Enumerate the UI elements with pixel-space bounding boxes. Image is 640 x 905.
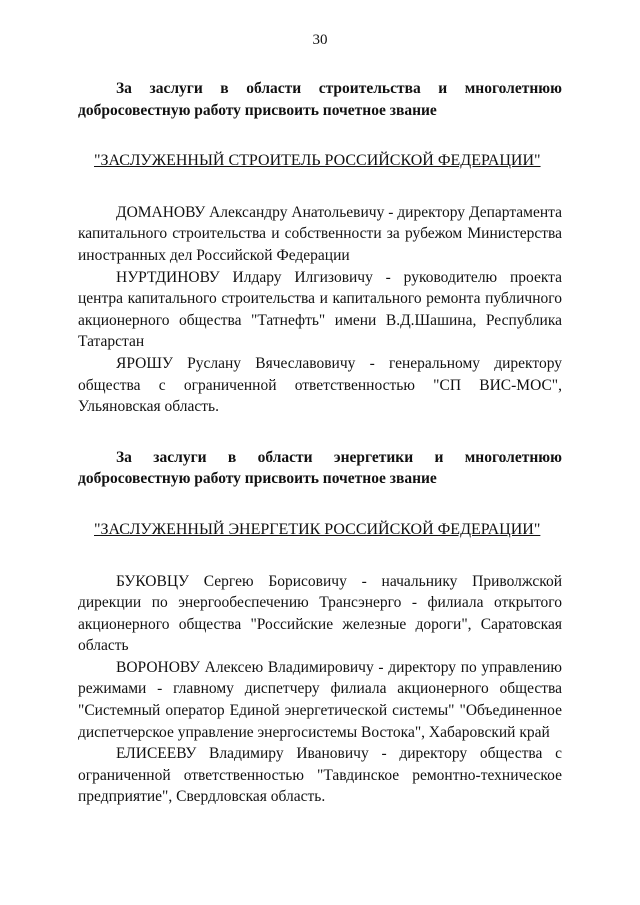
awardee-entry: ЯРОШУ Руслану Вячеславовичу - генеральному директору общества с ограниченной ответственностью "СП ВИС-МОС", Ульяновская область. <box>78 354 562 416</box>
awardee-list <box>78 571 562 809</box>
awardee-entry: ВОРОНОВУ Алексею Владимировичу - директору по управлению режимами - главному диспетчеру филиала акционерного общества "Системный оператор Единой энергетической системы" "Объединенное диспетчерское управление энергосистемы Востока", Хабаровский край <box>78 658 562 741</box>
award-title: "ЗАСЛУЖЕННЫЙ ЭНЕРГЕТИК РОССИЙСКОЙ ФЕДЕРАЦИИ" <box>94 520 541 538</box>
awardee-entry: ЕЛИСЕЕВУ Владимиру Ивановичу - директору общества с ограниченной ответственностью "Тавдинское ремонтно-техническое предприятие", Свердловская область. <box>78 745 562 806</box>
page-number: 30 <box>312 32 328 48</box>
section-intro: За заслуги в области строительства и многолетнюю добросовестную работу присвоить почетное звание <box>78 80 562 119</box>
construction-award-section <box>78 78 562 418</box>
section-intro: За заслуги в области энергетики и многолетнюю добросовестную работу присвоить почетное звание <box>78 448 562 488</box>
awardee-entry: ДОМАНОВУ Александру Анатольевичу - директору Департамента капитального строительства и собственности за рубежом Министерства иностранных дел Российской Федерации <box>78 203 562 264</box>
awardee-list <box>78 202 562 418</box>
awardee-entry: БУКОВЦУ Сергею Борисовичу - начальнику Приволжской дирекции по энергообеспечению Трансэнерго - филиала открытого акционерного общества "Российские железные дороги", Саратовская область <box>78 572 562 655</box>
awardee-entry: НУРТДИНОВУ Илдару Илгизовичу - руководителю проекта центра капитального строительства и капитального ремонта публичного акционерного общества "Татнефть" имени В.Д.Шашина, Республика Татарстан <box>78 268 562 351</box>
energy-award-section <box>78 447 562 808</box>
document-body <box>78 78 562 808</box>
award-title: "ЗАСЛУЖЕННЫЙ СТРОИТЕЛЬ РОССИЙСКОЙ ФЕДЕРАЦИИ" <box>94 152 541 170</box>
